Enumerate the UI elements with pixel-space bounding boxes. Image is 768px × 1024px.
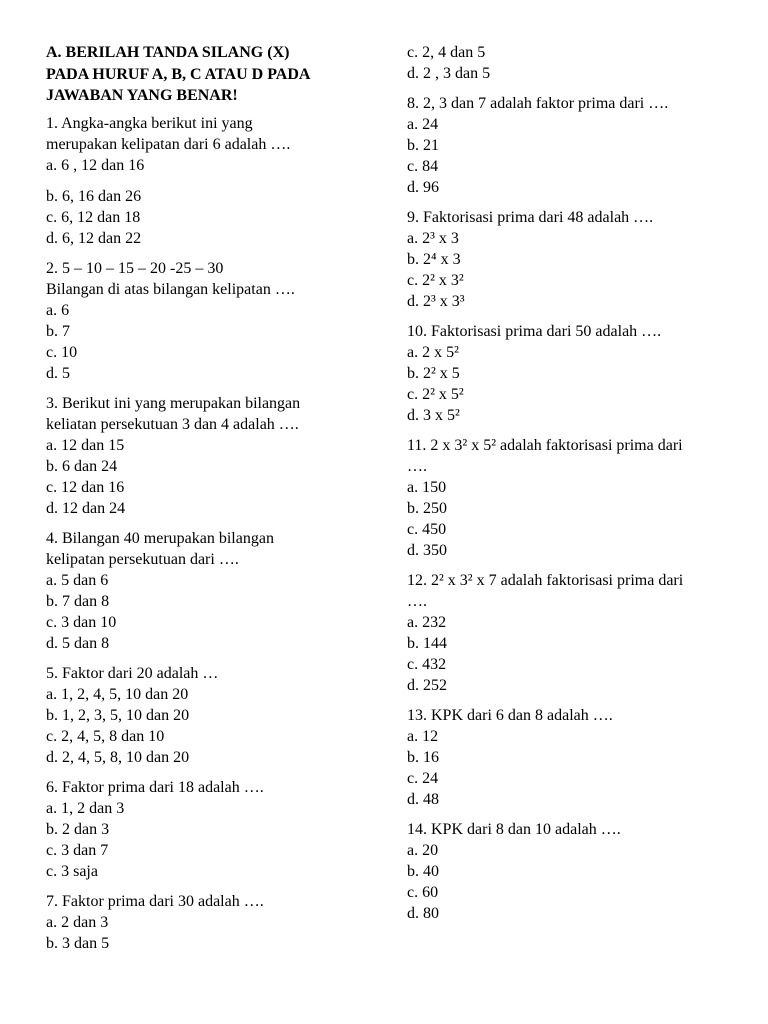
question-text: 3. Berikut ini yang merupakan bilangan [46, 394, 301, 412]
option-c: c. 84 [407, 158, 439, 175]
option-c: c. 2² x 5² [407, 386, 464, 403]
question-2 [46, 258, 366, 384]
question-text: 6. Faktor prima dari 18 adalah …. [46, 778, 264, 796]
question-7-continued [407, 42, 737, 84]
question-text: 2. 5 – 10 – 15 – 20 -25 – 30 [46, 259, 224, 277]
option-c: c. 24 [407, 770, 439, 787]
option-a: a. 232 [407, 614, 447, 631]
question-14 [407, 819, 737, 924]
option-a: a. 6 , 12 dan 16 [46, 156, 145, 174]
question-text: 12. 2² x 3² x 7 adalah faktorisasi prima dari [407, 572, 684, 589]
option-c: c. 12 dan 16 [46, 478, 125, 496]
left-column [46, 42, 366, 963]
right-column [407, 42, 737, 933]
option-d: d. 48 [407, 791, 439, 808]
option-d: d. 3 x 5² [407, 407, 460, 424]
option-a: a. 2 dan 3 [46, 913, 109, 931]
option-a: a. 20 [407, 842, 439, 859]
question-8 [407, 93, 737, 198]
option-d: d. 2³ x 3³ [407, 293, 465, 310]
question-text: 5. Faktor dari 20 adalah … [46, 664, 219, 682]
option-d: c. 3 saja [46, 862, 98, 880]
question-text: kelipatan persekutuan dari …. [46, 550, 239, 568]
instruction-heading [46, 42, 366, 107]
option-b: b. 16 [407, 749, 439, 766]
option-b: b. 144 [407, 635, 447, 652]
question-text: 13. KPK dari 6 dan 8 adalah …. [407, 707, 613, 724]
question-12 [407, 570, 737, 696]
option-c: c. 432 [407, 656, 447, 673]
option-b: b. 6 dan 24 [46, 457, 118, 475]
option-c: c. 3 dan 10 [46, 613, 117, 631]
option-d: d. 12 dan 24 [46, 499, 126, 517]
option-c: c. 2, 4 dan 5 [407, 44, 486, 61]
question-11 [407, 435, 737, 561]
question-text: 1. Angka-angka berikut ini yang [46, 114, 253, 132]
heading-line: A. BERILAH TANDA SILANG (X) [46, 44, 290, 61]
question-4 [46, 528, 366, 654]
option-b: b. 2⁴ x 3 [407, 251, 461, 268]
option-b: b. 6, 16 dan 26 [46, 187, 142, 205]
option-b: b. 7 dan 8 [46, 592, 110, 610]
option-c: c. 60 [407, 884, 439, 901]
option-a: a. 2³ x 3 [407, 230, 459, 247]
question-9 [407, 207, 737, 312]
option-b: b. 40 [407, 863, 439, 880]
question-5 [46, 663, 366, 768]
question-text: 10. Faktorisasi prima dari 50 adalah …. [407, 323, 662, 340]
option-b: b. 3 dan 5 [46, 934, 110, 952]
option-c: c. 450 [407, 521, 447, 538]
option-c: c. 2, 4, 5, 8 dan 10 [46, 727, 165, 745]
question-text: 4. Bilangan 40 merupakan bilangan [46, 529, 274, 547]
option-c: c. 3 dan 7 [46, 841, 109, 859]
option-a: a. 150 [407, 479, 447, 496]
question-text: …. [407, 593, 427, 610]
question-text: …. [407, 458, 427, 475]
option-d: d. 2, 4, 5, 8, 10 dan 20 [46, 748, 190, 766]
option-c: c. 10 [46, 343, 78, 361]
option-d: d. 5 dan 8 [46, 634, 110, 652]
question-text: merupakan kelipatan dari 6 adalah …. [46, 135, 291, 153]
option-a: a. 5 dan 6 [46, 571, 109, 589]
option-b: b. 250 [407, 500, 447, 517]
option-a: a. 2 x 5² [407, 344, 459, 361]
heading-line: PADA HURUF A, B, C ATAU D PADA [46, 65, 311, 83]
option-b: b. 2 dan 3 [46, 820, 110, 838]
option-d: d. 2 , 3 dan 5 [407, 65, 491, 82]
option-c: c. 6, 12 dan 18 [46, 208, 141, 226]
question-text: Bilangan di atas bilangan kelipatan …. [46, 280, 295, 298]
option-a: a. 1, 2 dan 3 [46, 799, 125, 817]
question-3 [46, 393, 366, 519]
question-text: 9. Faktorisasi prima dari 48 adalah …. [407, 209, 654, 226]
option-a: a. 1, 2, 4, 5, 10 dan 20 [46, 685, 189, 703]
question-1 [46, 113, 366, 249]
question-text: 8. 2, 3 dan 7 adalah faktor prima dari …. [407, 95, 669, 112]
option-d: d. 80 [407, 905, 439, 922]
question-text: 7. Faktor prima dari 30 adalah …. [46, 892, 264, 910]
option-c: c. 2² x 3² [407, 272, 464, 289]
question-13 [407, 705, 737, 810]
question-text: 11. 2 x 3² x 5² adalah faktorisasi prima dari [407, 437, 683, 454]
option-d: d. 96 [407, 179, 439, 196]
question-text: 14. KPK dari 8 dan 10 adalah …. [407, 821, 621, 838]
heading-line: JAWABAN YANG BENAR! [46, 87, 238, 104]
option-d: d. 350 [407, 542, 447, 559]
question-10 [407, 321, 737, 426]
option-a: a. 12 dan 15 [46, 436, 125, 454]
question-text: keliatan persekutuan 3 dan 4 adalah …. [46, 415, 299, 433]
option-b: b. 2² x 5 [407, 365, 460, 382]
option-b: b. 7 [46, 322, 70, 340]
option-b: b. 21 [407, 137, 439, 154]
option-d: d. 6, 12 dan 22 [46, 229, 142, 247]
option-d: d. 252 [407, 677, 447, 694]
option-a: a. 12 [407, 728, 439, 745]
question-7 [46, 891, 366, 954]
question-6 [46, 777, 366, 882]
option-a: a. 24 [407, 116, 439, 133]
option-b: b. 1, 2, 3, 5, 10 dan 20 [46, 706, 190, 724]
option-d: d. 5 [46, 364, 70, 382]
option-a: a. 6 [46, 301, 70, 319]
